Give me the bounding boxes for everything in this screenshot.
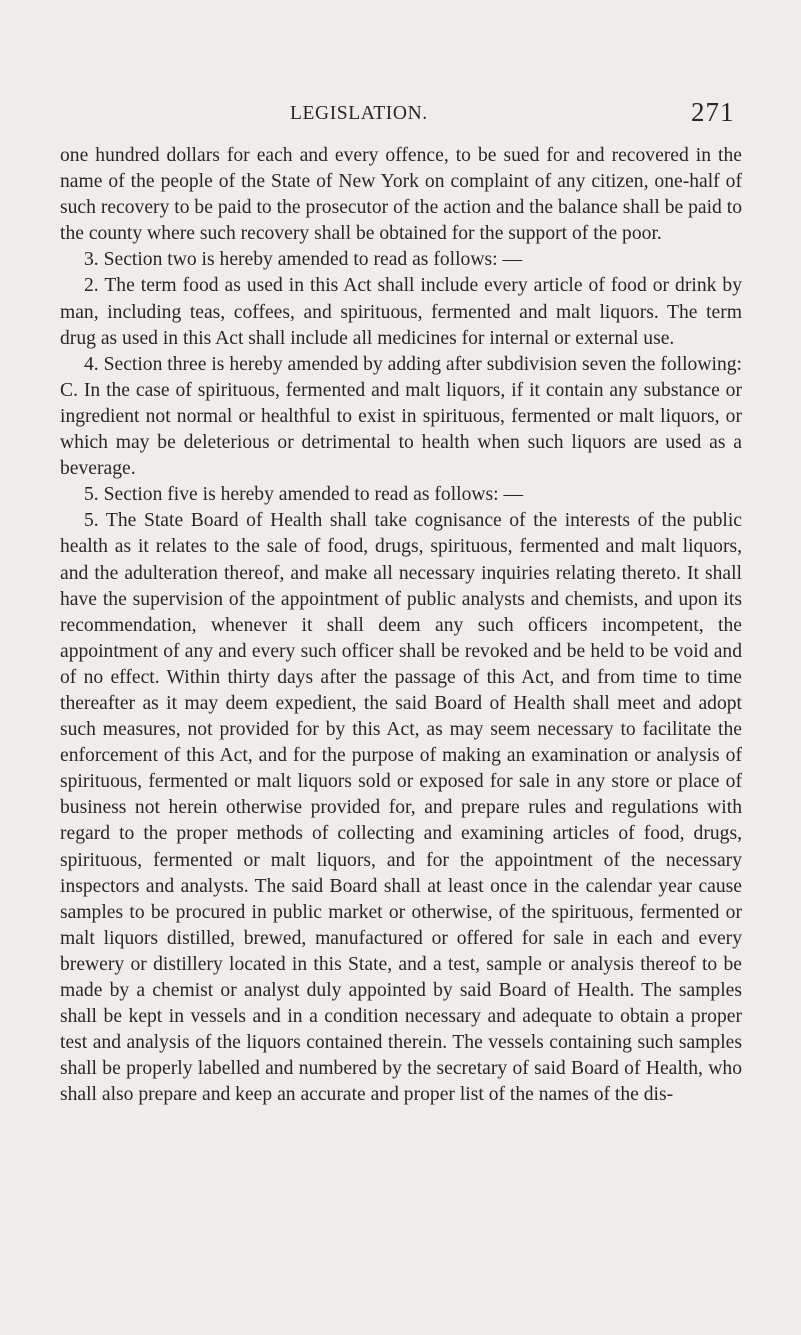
body-text	[60, 143, 742, 1108]
paragraph-continuation: one hundred dollars for each and every offence, to be sued for and recovered in the name of the people of the State of New York on complaint of any citizen, one-half of such recovery to be paid to the prosecutor of the action and the balance shall be paid to the county where such recovery shall be obtained for the support of the poor.	[60, 145, 742, 245]
paragraph-amended-section-5: 5. The State Board of Health shall take cognisance of the interests of the public health as it relates to the sale of food, drugs, spirituous, fermented and malt liquors, and the adulteration thereof, and make all necessary inquiries relating thereto. It shall have the supervision of the appointment of public analysts and chemists, and upon its recommendation, whenever it shall deem any such officers incompetent, the appointment of any and every such officer shall be revoked and be held to be void and of no effect. Within thirty days after the passage of this Act, and from time to time thereafter as it may deem expedient, the said Board of Health shall meet and adopt such measures, not provided for by this Act, as may seem necessary to facilitate the enforcement of this Act, and for the purpose of making an examination or analysis of spirituous, fermented or malt liquors sold or exposed for sale in any store or place of business not herein otherwise provided for, and prepare rules and regulations with regard to the proper methods of collecting and examining articles of food, drugs, spirituous, fermented or malt liquors, and for the appointment of the necessary inspectors and analysts. The said Board shall at least once in the calendar year cause samples to be procured in public market or otherwise, of the spirituous, fermented or malt liquors distilled, brewed, manufactured or offered for sale in each and every brewery or distillery located in this State, and a test, sample or analysis thereof to be made by a chemist or analyst duly appointed by said Board of Health. The samples shall be kept in vessels and in a condition necessary and adequate to obtain a proper test and analysis of the liquors contained therein. The vessels containing such samples shall be properly labelled and numbered by the secretary of said Board of Health, who shall also prepare and keep an accurate and proper list of the names of the dis-	[60, 510, 742, 1106]
paragraph-section-3: 3. Section two is hereby amended to read as follows: —	[84, 249, 523, 271]
running-title: LEGISLATION.	[290, 103, 428, 124]
paragraph-amended-section-2: 2. The term food as used in this Act shall include every article of food or drink by man, including teas, coffees, and spirituous, fermented and malt liquors. The term drug as used in this Act shall include all medicines for internal or external use.	[60, 275, 742, 349]
page-number: 271	[691, 97, 735, 127]
running-head	[0, 72, 801, 127]
paragraph-section-5: 5. Section five is hereby amended to read as follows: —	[84, 484, 524, 506]
paragraph-section-4: 4. Section three is hereby amended by adding after subdivision seven the following: C. In the case of spirituous, fermented and malt liquors, if it contain any substance or ingredient not normal or healthful to exist in spirituous, fermented or malt liquors, or which may be deleterious or detrimental to health when such liquors are used as a beverage.	[60, 353, 742, 480]
